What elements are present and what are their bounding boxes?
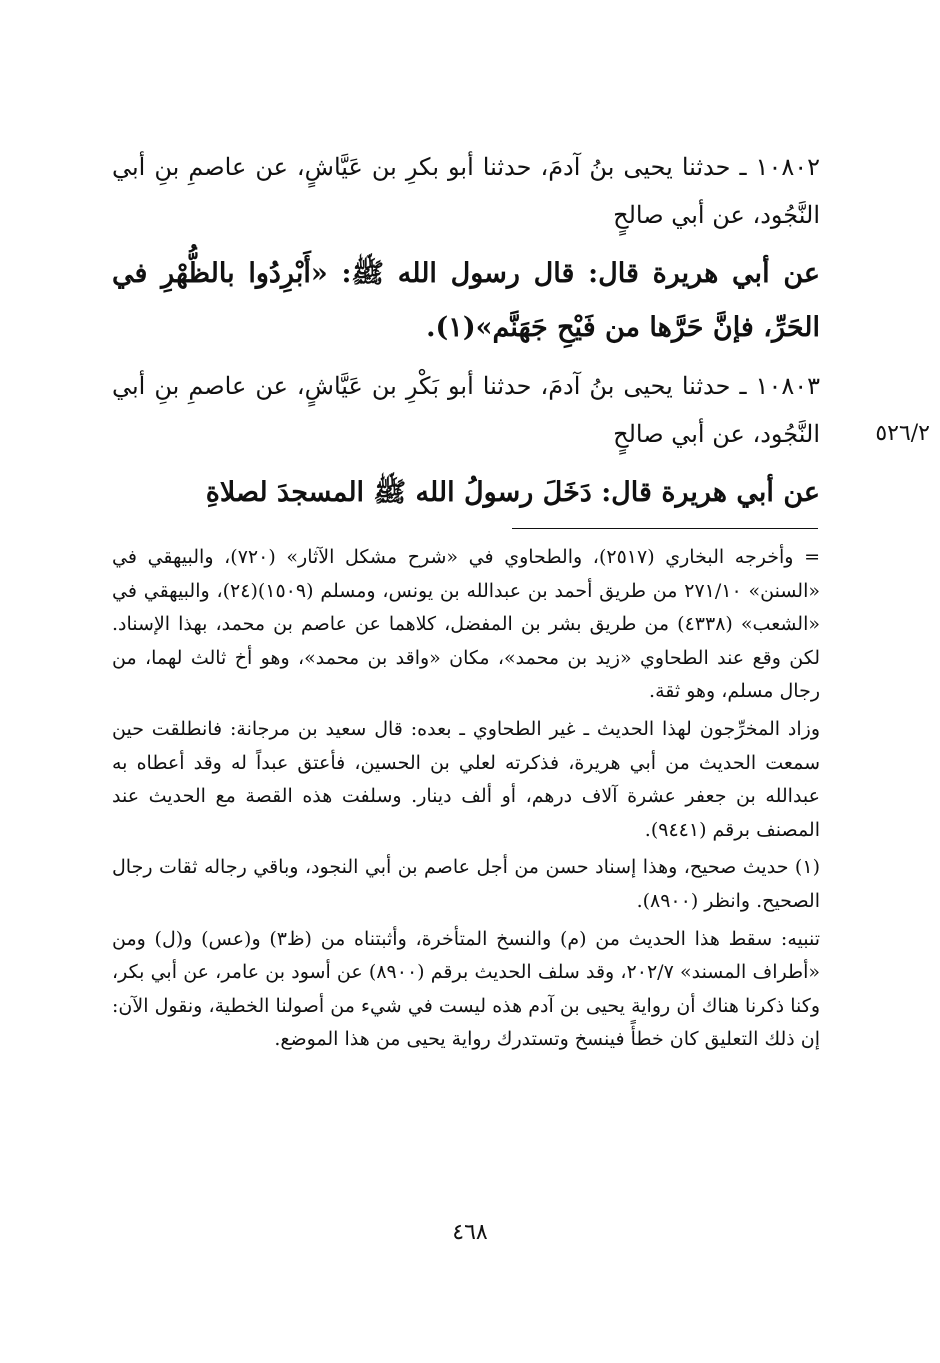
hadith-isnad: ١٠٨٠٣ ـ حدثنا يحيى بنُ آدمَ، حدثنا أبو بَكْرِ بن عَيَّاشٍ، عن عاصمِ بنِ أبي النَّجُود، عن أبي صالحٍ [112,372,820,448]
hadith-10802 [112,143,820,355]
footnote-divider [512,528,818,529]
hadith-isnad: ١٠٨٠٢ ـ حدثنا يحيى بنُ آدمَ، حدثنا أبو بكرِ بن عَيَّاشٍ، عن عاصمِ بنِ أبي النَّجُود، عن أبي صالحٍ [112,153,820,229]
hadith-matn: عن أبي هريرة قال: قال رسول الله ﷺ: «أَبْرِدُوا بالظُّهْرِ في الحَرِّ، فإنَّ حَرَّها من فَيْحِ جَهَنَّم»(١). [112,258,820,343]
footnotes [112,541,820,1061]
hadith-matn: عن أبي هريرة قال: دَخَلَ رسولُ الله ﷺ المسجدَ لصلاةِ [205,477,820,508]
hadith-10803 [112,362,820,520]
footnote-notice: تنبيه: سقط هذا الحديث من (م) والنسخ المتأخرة، وأثبتناه من (ظ٣) و(عس) و(ل) ومن «أطراف المسند» ٢٠٢/٧، وقد سلف الحديث برقم (٨٩٠٠) عن أسود بن عامر، عن أبي بكر، وكنا ذكرنا هناك أن رواية يحيى بن آدم هذه ليست في شيء من أصولنا الخطية، ونقول الآن: إن ذلك التعليق كان خطأً فينسخ وتستدرك رواية يحيى من هذا الموضع. [112,927,820,1051]
footnote-continuation: = وأخرجه البخاري (٢٥١٧)، والطحاوي في «شرح مشكل الآثار» (٧٢٠)، والبيهقي في «السنن» ٢٧١/١٠ من طريق أحمد بن عبدالله بن يونس، ومسلم (١٥٠٩)(٢٤)، والبيهقي في «الشعب» (٤٣٣٨) من طريق بشر بن المفضل، كلاهما عن عاصم بن محمد، بهذا الإسناد. لكن وقع عند الطحاوي «زيد بن محمد»، مكان «واقد بن محمد»، وهو أخ ثالث لهما، من رجال مسلم، وهو ثقة. [112,546,821,703]
footnote-1: (١) حديث صحيح، وهذا إسناد حسن من أجل عاصم بن أبي النجود، وباقي رجاله ثقات رجال الصحيح. وانظر (٨٩٠٠). [112,856,820,912]
margin-reference: ٥٢٦/٢ [875,421,930,446]
footnote-addition: وزاد المخرِّجون لهذا الحديث ـ غير الطحاوي ـ بعده: قال سعيد بن مرجانة: فانطلقت حين سمعت الحديث من أبي هريرة، فذكرته لعلي بن الحسين، فأعتق عبداً له وقد أعطاه به عبدالله بن جعفر عشرة آلاف درهم، أو ألف دينار. وسلفت هذه القصة مع الحديث عند المصنف برقم (٩٤٤١). [112,717,820,841]
page-number: ٤٦٨ [452,1220,488,1245]
